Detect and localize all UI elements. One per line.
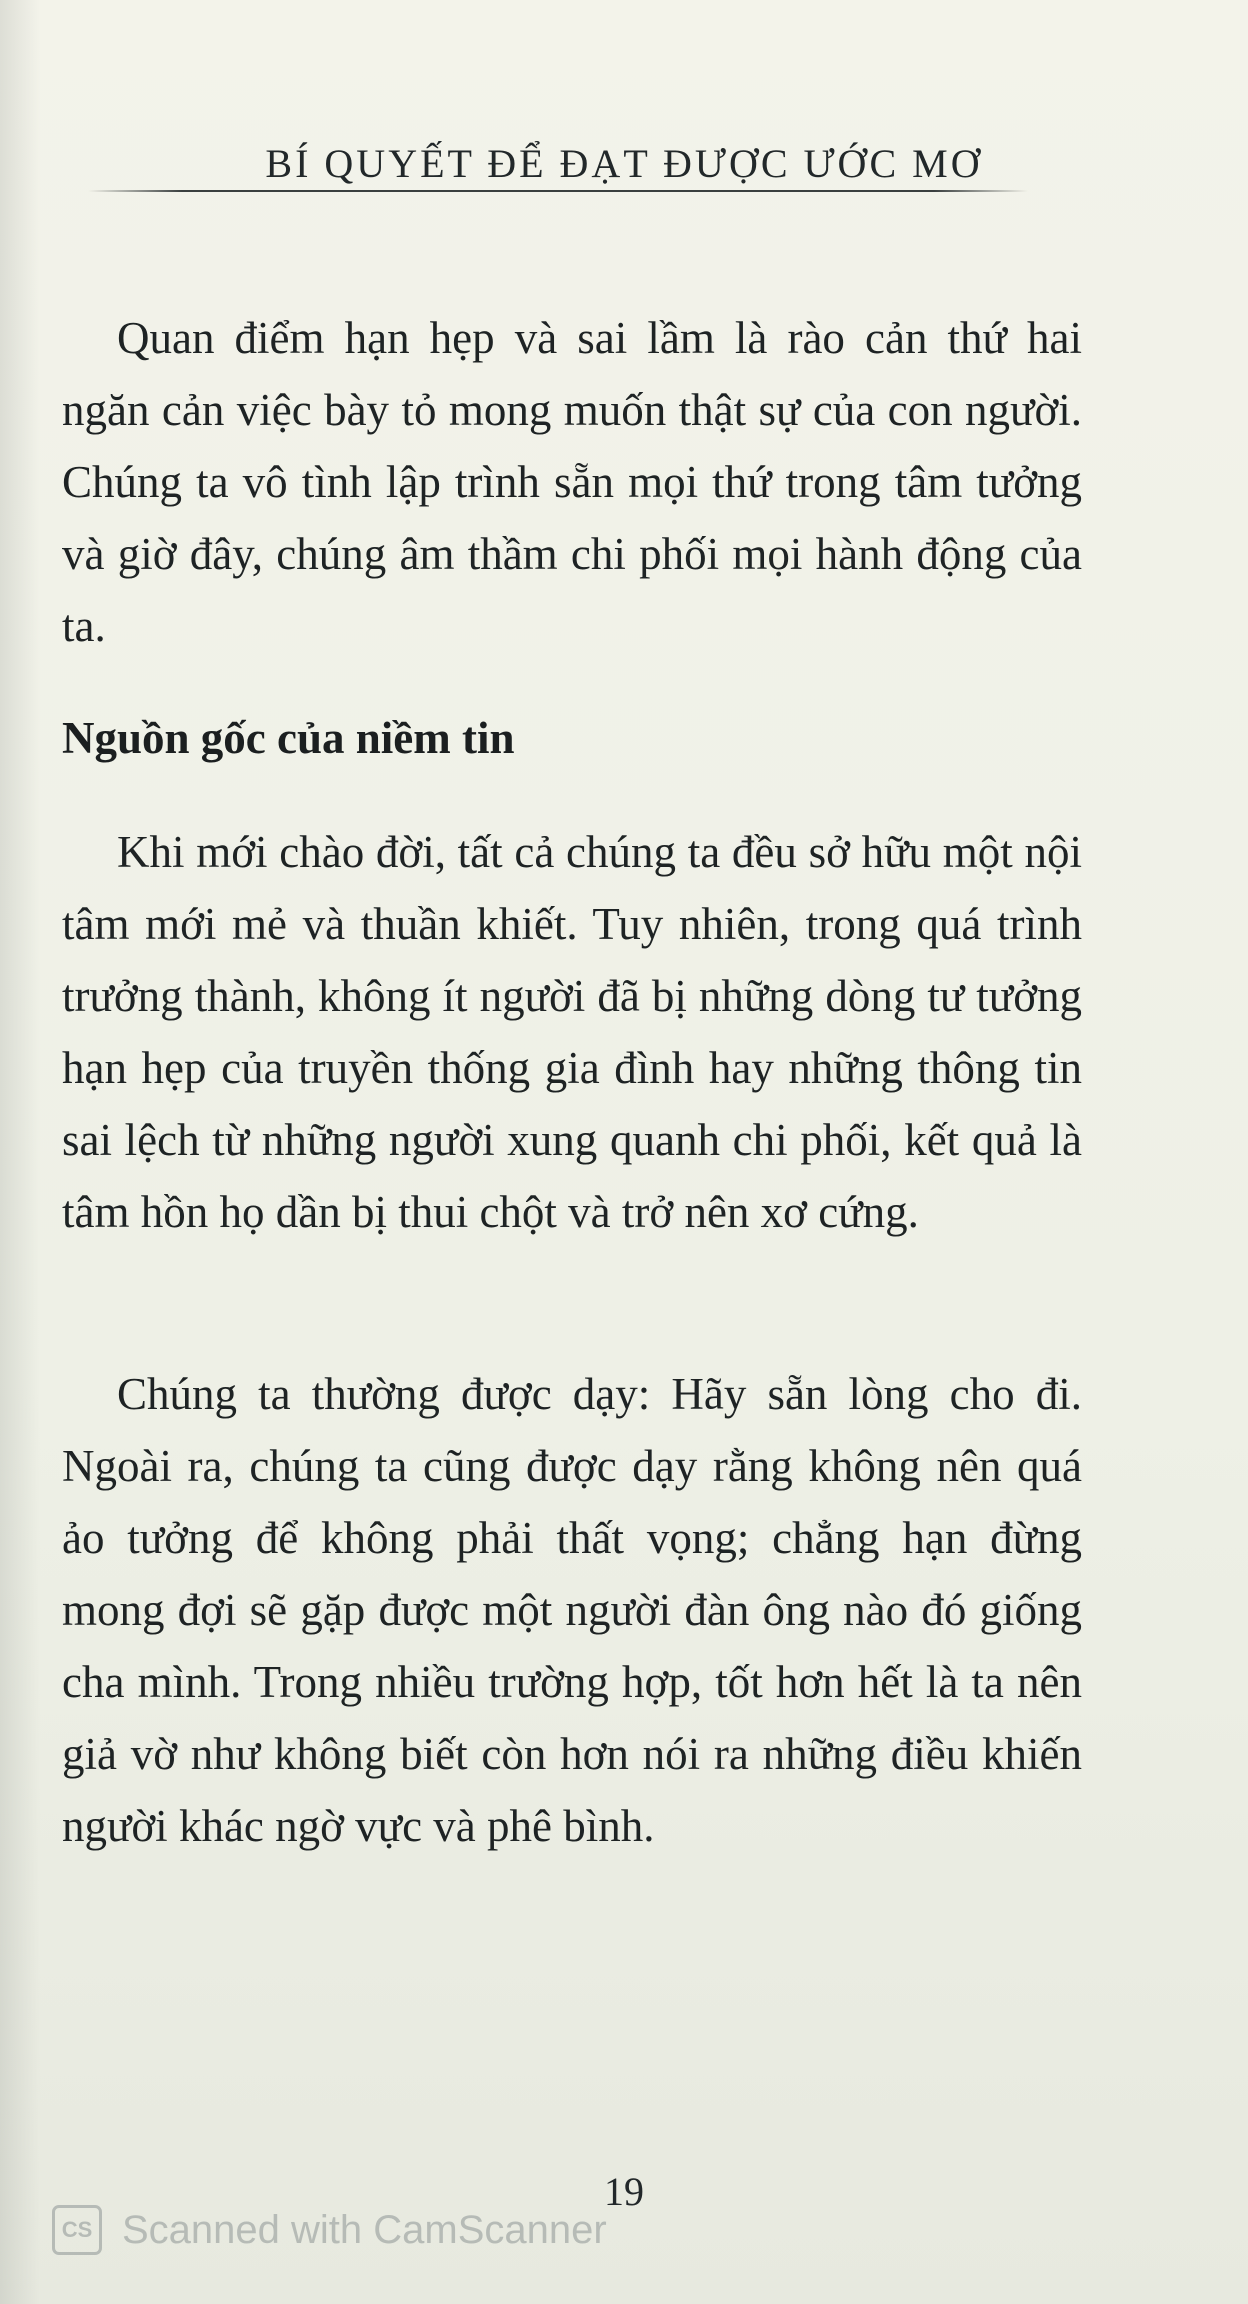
paragraph-2: Khi mới chào đời, tất cả chúng ta đều sở hữu một nội tâm mới mẻ và thuần khiết. Tuy nhiên, trong quá trình trưởng thành, không ít người đã bị những dòng tư tưởng hạn hẹp của truyền thống gia đình hay những thông tin sai lệch từ những người xung quanh chi phối, kết quả là tâm hồn họ dần bị thui chột và trở nên xơ cứng. bbox=[62, 827, 1082, 1237]
watermark-text: Scanned with CamScanner bbox=[122, 2207, 607, 2252]
page-number: 19 bbox=[604, 2169, 644, 2214]
camscanner-logo-icon: CS bbox=[52, 2205, 102, 2255]
section-heading: Nguồn gốc của niềm tin bbox=[62, 713, 515, 763]
running-header: BÍ QUYẾT ĐỂ ĐẠT ĐƯỢC ƯỚC MƠ bbox=[265, 141, 983, 186]
paragraph-1: Quan điểm hạn hẹp và sai lầm là rào cản thứ hai ngăn cản việc bày tỏ mong muốn thật sự của con người. Chúng ta vô tình lập trình sẵn mọi thứ trong tâm tưởng và giờ đây, chúng âm thầm chi phối mọi hành động của ta. bbox=[62, 313, 1082, 651]
paragraph-1-block bbox=[62, 302, 1082, 662]
page-gutter-shadow bbox=[0, 0, 40, 2304]
scanner-watermark bbox=[52, 2205, 607, 2255]
paragraph-3-block bbox=[62, 1358, 1082, 1862]
paragraph-2-block bbox=[62, 816, 1082, 1248]
header-rule bbox=[88, 190, 1028, 192]
paragraph-3: Chúng ta thường được dạy: Hãy sẵn lòng cho đi. Ngoài ra, chúng ta cũng được dạy rằng không nên quá ảo tưởng để không phải thất vọng; chẳng hạn đừng mong đợi sẽ gặp được một người đàn ông nào đó giống cha mình. Trong nhiều trường hợp, tốt hơn hết là ta nên giả vờ như không biết còn hơn nói ra những điều khiến người khác ngờ vực và phê bình. bbox=[62, 1369, 1082, 1851]
